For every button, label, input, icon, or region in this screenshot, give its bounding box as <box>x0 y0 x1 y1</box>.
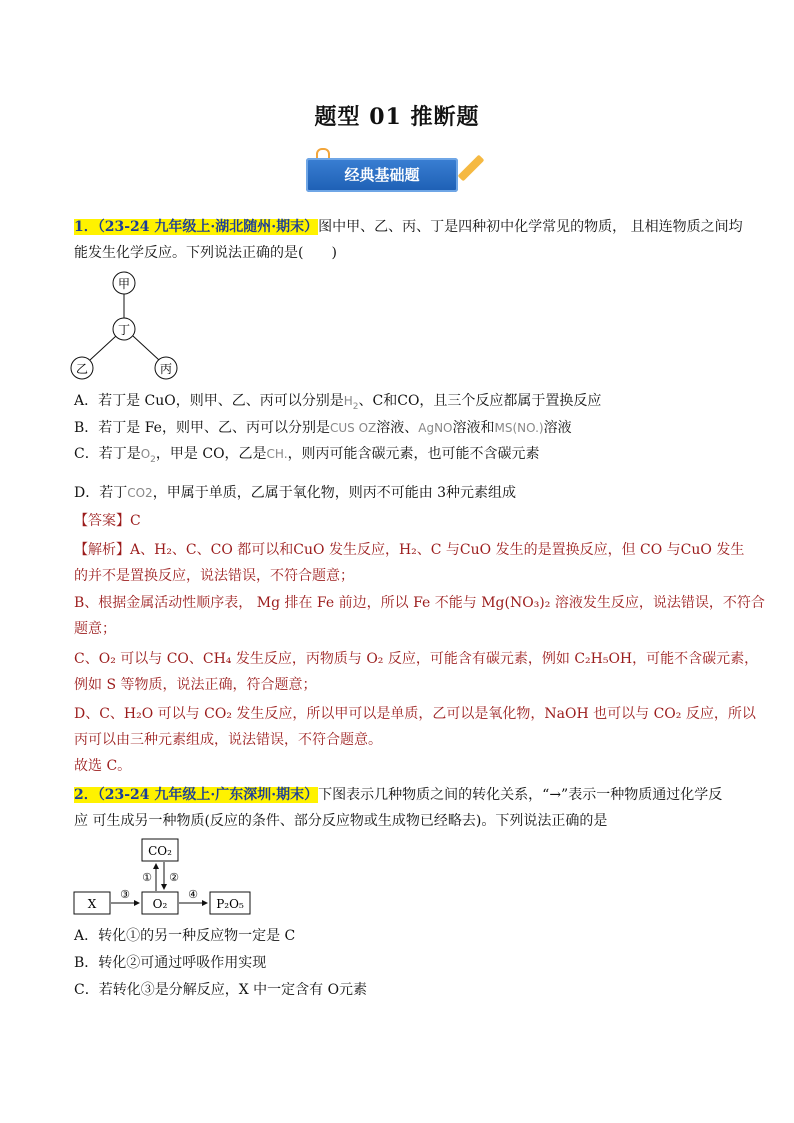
svg-text:甲: 甲 <box>117 277 131 291</box>
q1-explanation-1a: 【解析】A、H₂、C、CO 都可以和CuO 发生反应，H₂、C 与CuO 发生的是置换反应，但 CO 与CuO 发生 <box>74 542 745 558</box>
q1-explanation-3a: C、O₂ 可以与 CO、CH₄ 发生反应，丙物质与 O₂ 反应，可能含有碳元素，例如 C₂H₅OH，可能不含碳元素， <box>74 651 759 667</box>
q1-explanation-4b: 丙可以由三种元素组成，说法错误，不符合题意。 <box>74 732 382 748</box>
label-1: ① <box>142 871 152 884</box>
q1-source: （23-24 九年级上·湖北随州·期末） <box>97 219 319 235</box>
pencil-icon <box>458 155 485 182</box>
q1-number: 1． <box>74 219 98 235</box>
q1-stem: 图中甲、乙、丙、丁是四种初中化学常见的物质， 且相连物质之间均 <box>318 219 743 235</box>
q2-source: （23-24 九年级上·广东深圳·期末） <box>97 787 319 803</box>
q1-option-d: D．若丁CO2，甲属于单质，乙属于氧化物，则丙不可能由 3种元素组成 <box>74 485 517 501</box>
q1-explanation-2b: 题意； <box>74 621 116 637</box>
q2-stem-line1 <box>74 784 734 806</box>
box-x <box>74 892 110 914</box>
svg-text:丙: 丙 <box>159 362 173 376</box>
q1-stem-line2: 能发生化学反应。下列说法正确的是( ) <box>74 245 337 261</box>
q2-option-c: C．若转化③是分解反应，X 中一定含有 O元素 <box>74 982 368 998</box>
box-p2o5 <box>210 892 250 914</box>
q2-option-b: B．转化②可通过呼吸作用实现 <box>74 955 267 971</box>
q1-answer: 【答案】C <box>74 513 141 529</box>
page-title: 题型 01 推断题 <box>314 104 480 130</box>
q1-explanation-3b: 例如 S 等物质，说法正确，符合题意； <box>74 677 317 693</box>
node-top <box>113 272 135 294</box>
node-center <box>113 318 135 340</box>
q1-conclusion: 故选 C。 <box>74 758 132 774</box>
q2-option-a: A．转化①的另一种反应物一定是 C <box>74 928 296 944</box>
svg-text:CO₂: CO₂ <box>148 844 172 858</box>
q1-explanation-2a: B、根据金属活动性顺序表， Mg 排在 Fe 前边，所以 Fe 不能与 Mg(NO₃)₂ 溶液发生反应，说法错误，不符合 <box>74 595 765 611</box>
q1-explanation-1b: 的并不是置换反应，说法错误，不符合题意； <box>74 568 354 584</box>
label-3: ③ <box>120 888 130 901</box>
svg-text:丁: 丁 <box>117 323 131 337</box>
label-4: ④ <box>188 888 198 901</box>
q1-diagram <box>66 270 186 382</box>
node-left <box>71 357 93 379</box>
box-co2 <box>142 839 178 861</box>
q1-stem-line1 <box>74 216 743 238</box>
node-right <box>155 357 177 379</box>
svg-text:X: X <box>87 897 97 911</box>
q1-option-c: C．若丁是$O_2$，甲是 CO，乙是CH.，则丙可能含碳元素，也可能不含碳元素 <box>74 446 540 465</box>
q1-option-a: A．若丁是 CuO，则甲、乙、丙可以分别是$H_2$、C和CO，且三个反应都属于置换反应 <box>74 393 602 412</box>
q1-explanation-4a: D、C、H₂O 可以与 CO₂ 发生反应，所以甲可以是单质，乙可以是氧化物，NaOH 也可以与 CO₂ 反应，所以 <box>74 706 756 722</box>
svg-text:乙: 乙 <box>75 362 89 376</box>
q2-stem-line2: 应 可生成另一种物质(反应的条件、部分反应物或生成物已经略去)。下列说法正确的是 <box>74 813 608 829</box>
q2-diagram <box>70 836 260 920</box>
q2-stem: 下图表示几种物质之间的转化关系，“→”表示一种物质通过化学反 <box>318 787 723 803</box>
label-2: ② <box>169 871 179 884</box>
svg-text:P₂O₅: P₂O₅ <box>216 897 244 911</box>
q1-option-b: B．若丁是 Fe，则甲、乙、丙可以分别是CUS OZ溶液、AgNO溶液和MS(NO.)溶液 <box>74 420 572 436</box>
section-badge <box>306 150 486 198</box>
badge-label: 经典基础题 <box>306 158 458 192</box>
q2-number: 2． <box>74 787 98 803</box>
box-o2 <box>142 892 178 914</box>
svg-text:O₂: O₂ <box>152 897 168 911</box>
